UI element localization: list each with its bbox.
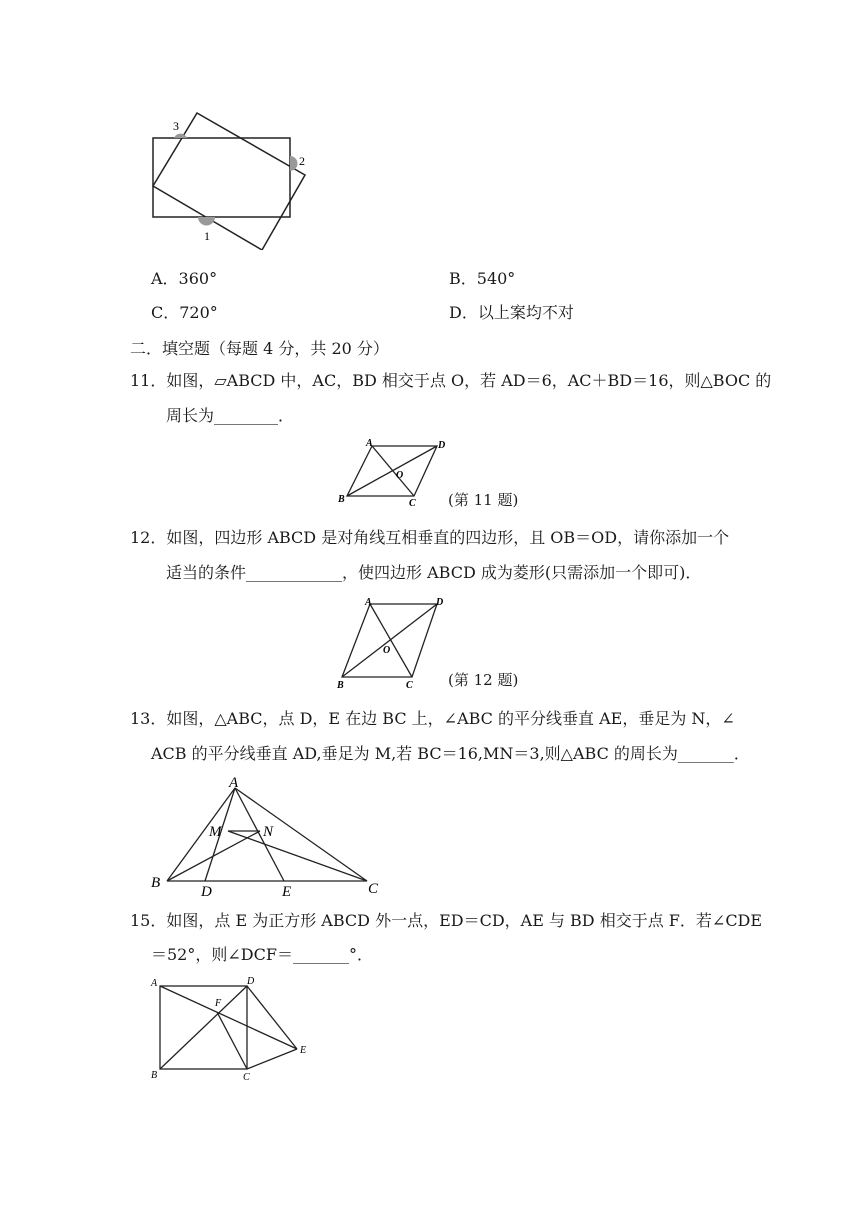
q11-figure (332, 436, 447, 506)
q13-label-a: A (229, 775, 239, 791)
q13-label-d: D (201, 884, 212, 900)
q15-figure (145, 972, 320, 1087)
q10-option-c: C．720° (151, 303, 218, 322)
q11-label-b: B (338, 494, 345, 505)
q11-text-line1: 11．如图，▱ABCD 中，AC，BD 相交于点 O，若 AD＝6，AC＋BD＝16，则△BOC 的 (130, 371, 772, 390)
q13-text-line1: 13．如图，△ABC，点 D，E 在边 BC 上，∠ABC 的平分线垂直 AE，垂足为 N，∠ (130, 709, 735, 728)
q12-label-a: A (365, 597, 372, 608)
q10-figure (140, 105, 320, 250)
q13-label-c: C (368, 881, 379, 897)
q10-angle-3-label: 3 (173, 119, 179, 133)
q11-text-line2: 周长为________． (166, 406, 295, 425)
q12-text-line2: 适当的条件____________，使四边形 ABCD 成为菱形(只需添加一个即可)． (166, 563, 702, 582)
section-heading-fill-in: 二．填空题（每题 4 分，共 20 分） (130, 339, 389, 358)
q12-label-d: D (436, 597, 444, 608)
q15-label-b: B (151, 1070, 158, 1081)
q12-text-line1: 12．如图，四边形 ABCD 是对角线互相垂直的四边形，且 OB＝OD，请你添加一个 (130, 528, 730, 547)
q11-label-c: C (409, 498, 416, 506)
q11-label-d: D (438, 440, 446, 451)
q13-text-line2: ACB 的平分线垂直 AD,垂足为 M,若 BC＝16,MN＝3,则△ABC 的周长为_______． (151, 744, 750, 763)
q10-angle-2-label: 2 (299, 154, 305, 168)
q12-label-o: O (383, 645, 391, 656)
q15-label-c: C (243, 1072, 250, 1083)
q10-angle-1-label: 1 (204, 229, 210, 243)
q10-option-d: D．以上案均不对 (449, 303, 574, 322)
q12-caption: (第 12 题) (448, 671, 519, 689)
q10-option-a: A．360° (151, 269, 218, 288)
q12-figure (332, 592, 457, 692)
q15-text-line1: 15．如图，点 E 为正方形 ABCD 外一点，ED＝CD，AE 与 BD 相交于点 F．若∠CDE (130, 911, 763, 930)
q15-label-d: D (247, 976, 255, 987)
q11-label-a: A (366, 438, 373, 449)
q13-figure (145, 772, 395, 900)
q15-text-line2: ＝52°，则∠DCF＝_______°． (151, 945, 373, 964)
q13-label-n: N (263, 824, 274, 840)
q15-label-f: F (215, 998, 222, 1009)
q13-label-m: M (209, 824, 222, 840)
q12-label-c: C (406, 680, 413, 691)
q15-label-a: A (151, 978, 158, 989)
q13-label-b: B (151, 875, 161, 891)
q11-caption: (第 11 题) (448, 491, 519, 509)
q10-option-b: B．540° (449, 269, 516, 288)
q15-label-e: E (300, 1045, 307, 1056)
q12-label-b: B (337, 680, 344, 691)
q11-label-o: O (396, 470, 404, 481)
q13-label-e: E (282, 884, 292, 900)
